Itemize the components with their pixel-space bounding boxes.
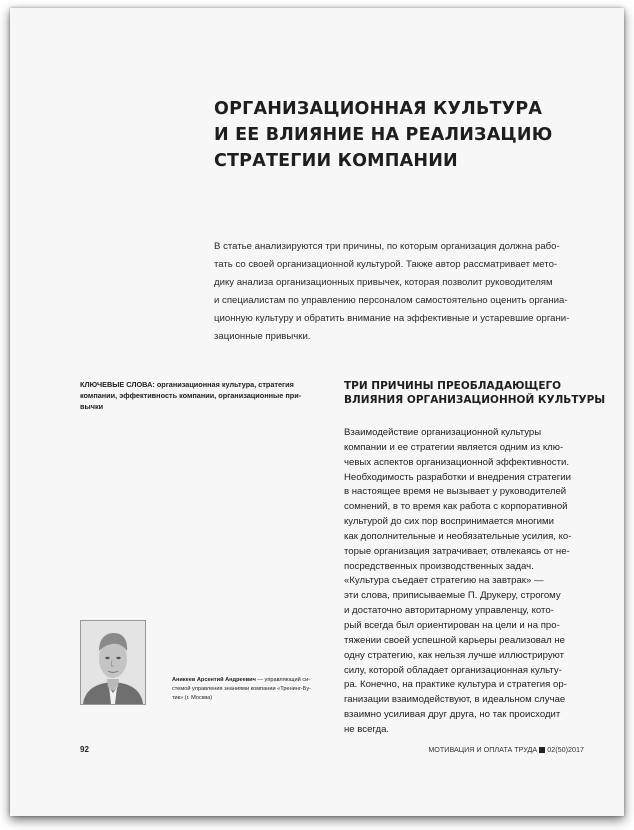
body-text	[344, 426, 600, 738]
issue-number: 02(50)2017	[547, 745, 584, 754]
abstract-line: В статье анализируются три причины, по которым организация должна рабо-	[214, 241, 560, 252]
body-line: сомнений, в то время как работа с корпоративной	[344, 501, 568, 513]
caption-line: стемой управления знаниями компании «Тренинг-Бу-	[172, 686, 311, 692]
section-heading-line: ВЛИЯНИЯ ОРГАНИЗАЦИОННОЙ КУЛЬТУРЫ	[344, 394, 606, 406]
title-line: СТРАТЕГИИ КОМПАНИИ	[214, 151, 458, 171]
body-line: одну стратегию, как нельзя лучше иллюстрируют	[344, 649, 565, 661]
author-photo	[80, 620, 146, 705]
abstract-line: ционную культуру и обратить внимание на эффективные и устаревшие органи-	[214, 313, 570, 324]
keywords-block	[80, 379, 326, 412]
body-line: посредственных производственных задач.	[344, 560, 534, 572]
keywords-line: КЛЮЧЕВЫЕ СЛОВА: организационная культура, стратегия	[80, 380, 294, 389]
body-line: чевых аспектов организационной эффективности.	[344, 456, 569, 468]
keywords-line: компании, эффективность компании, организационные при-	[80, 391, 302, 400]
body-line: эти слова, приписываемые П. Друкеру, строгому	[344, 590, 561, 602]
abstract-line: зационные привычки.	[214, 331, 311, 342]
body-line: рый всегда был ориентирован на цели и на про-	[344, 619, 560, 631]
body-line: Необходимость разработки и внедрения стратегии	[344, 471, 572, 483]
body-line: и достаточно авторитарному управленцу, кото-	[344, 605, 554, 617]
caption-line	[172, 676, 332, 685]
body-line: культурой до сих пор воспринимается многими	[344, 516, 554, 528]
abstract-line: дику анализа организационных привычек, которая позволит руководителям	[214, 277, 553, 288]
body-line: не всегда.	[344, 723, 390, 735]
section-heading-line: ТРИ ПРИЧИНЫ ПРЕОБЛАДАЮЩЕГО	[344, 380, 562, 392]
body-line: как дополнительные и необязательные усилия, ко-	[344, 530, 572, 542]
author-portrait-image	[81, 621, 145, 704]
section-heading	[344, 379, 604, 407]
keywords-line: вычки	[80, 402, 104, 411]
author-role-part: — управляющий си-	[255, 677, 311, 683]
body-line: взаимно усиливая друг друга, но так происходит	[344, 709, 561, 721]
square-bullet-icon	[539, 747, 545, 753]
abstract-line: тать со своей организационной культурой. Также автор рассматривает мето-	[214, 259, 558, 270]
body-line: компании и ее стратегии является одним из клю-	[344, 441, 564, 453]
body-line: силу, которой обладает организационная культу-	[344, 664, 562, 676]
body-line: тяжении своей успешной карьеры реализовал не	[344, 634, 565, 646]
caption-line: тик» (г. Москва)	[172, 695, 213, 701]
article-abstract	[214, 238, 590, 346]
body-line: торые организация затрачивает, отвлекаясь от не-	[344, 545, 570, 557]
body-line: ра. Конечно, на практике культура и стратегия ор-	[344, 679, 567, 691]
running-footer	[428, 745, 584, 754]
title-line: И ЕЕ ВЛИЯНИЕ НА РЕАЛИЗАЦИЮ	[214, 125, 553, 145]
article-title	[214, 96, 553, 174]
body-line: Взаимодействие организационной культуры	[344, 427, 542, 438]
author-caption	[172, 676, 332, 703]
author-name: Аникеев Арсентий Андреевич	[172, 677, 256, 683]
abstract-line: и специалистам по управлению персоналом самостоятельно оценить органиа-	[214, 295, 568, 306]
body-line: в настоящее время не вызывает у руководителей	[344, 486, 567, 498]
body-line: ганизации взаимодействуют, в идеальном случае	[344, 694, 566, 706]
page-number: 92	[80, 745, 89, 754]
journal-name: МОТИВАЦИЯ И ОПЛАТА ТРУДА	[428, 745, 538, 754]
body-line: «Культура съедает стратегию на завтрак» —	[344, 575, 544, 587]
magazine-page	[10, 8, 624, 816]
title-line: ОРГАНИЗАЦИОННАЯ КУЛЬТУРА	[214, 99, 543, 119]
